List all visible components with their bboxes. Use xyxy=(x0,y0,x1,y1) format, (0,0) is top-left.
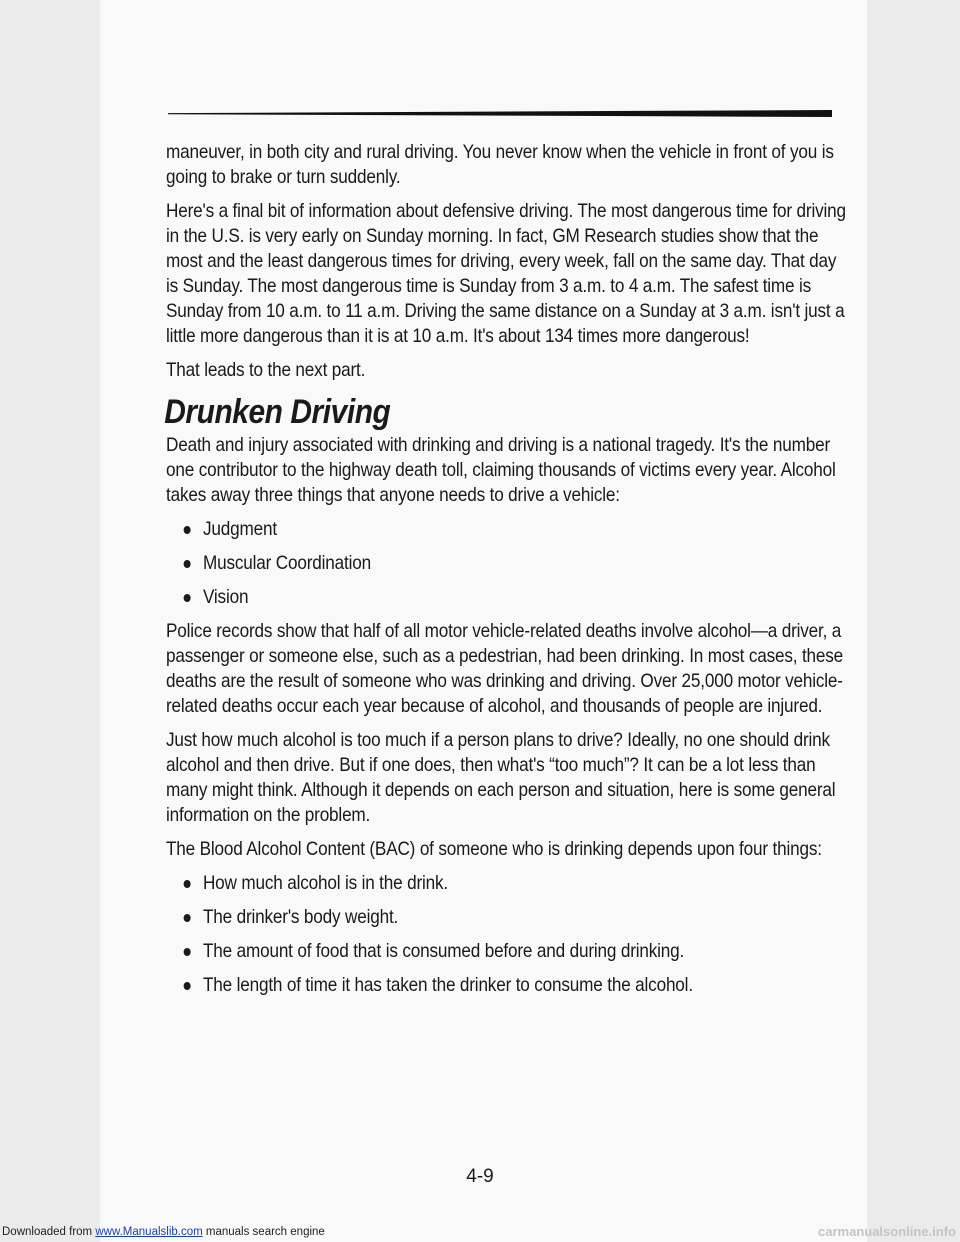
watermark: carmanualsonline.info xyxy=(818,1224,956,1239)
list-item: Muscular Coordination xyxy=(184,551,847,576)
list-item: The drinker's body weight. xyxy=(184,905,847,930)
paragraph: That leads to the next part. xyxy=(166,359,366,381)
paragraph: Here's a final bit of information about defensive driving. The most dangerous time for driving in the U.S. is very early on Sunday morning. In fact, GM Research studies show that the most and the least dangerous times for driving, every week, fall on the same day. That day is Sunday. The most dangerous time is Sunday from 3 a.m. to 4 a.m. The safest time is Sunday from 10 a.m. to 11 a.m. Driving the same distance on a Sunday at 3 a.m. isn't just a little more dangerous than it is at 10 a.m. It's about 134 times more dangerous! xyxy=(166,200,846,347)
list-item: Judgment xyxy=(184,517,847,542)
footer-prefix: Downloaded from xyxy=(2,1226,96,1238)
page-number: 4-9 xyxy=(466,1166,494,1187)
footer-suffix: manuals search engine xyxy=(202,1226,325,1238)
paragraph: Police records show that half of all motor vehicle-related deaths involve alcohol—a driver, a passenger or someone else, such as a pedestrian, had been drinking. In most cases, these deaths are the result of someone who was drinking and driving. Over 25,000 motor vehicle-related deaths occur each year because of alcohol, and thousands of people are injured. xyxy=(166,620,844,717)
paragraph: The Blood Alcohol Content (BAC) of someone who is drinking depends upon four things: xyxy=(166,838,822,860)
bullet-list xyxy=(166,871,846,998)
bullet-list xyxy=(166,517,846,610)
list-item: The amount of food that is consumed before and during drinking. xyxy=(184,939,847,964)
paragraph: maneuver, in both city and rural driving. You never know when the vehicle in front of you is going to brake or turn suddenly. xyxy=(166,141,834,188)
list-item: Vision xyxy=(184,585,847,610)
paragraph: Death and injury associated with drinking and driving is a national tragedy. It's the number one contributor to the highway death toll, claiming thousands of victims every year. Alcohol takes away three things that anyone needs to drive a vehicle: xyxy=(166,434,836,506)
list-item: The length of time it has taken the drinker to consume the alcohol. xyxy=(184,973,847,998)
download-footer xyxy=(2,1226,325,1238)
section-heading: Drunken Driving xyxy=(164,393,391,431)
list-item: How much alcohol is in the drink. xyxy=(184,871,847,896)
page-content xyxy=(166,140,846,1007)
paragraph: Just how much alcohol is too much if a person plans to drive? Ideally, no one should drink alcohol and then drive. But if one does, then what's “too much”? It can be a lot less than many might think. Although it depends on each person and situation, here is some general information on the problem. xyxy=(166,729,836,826)
manualslib-link[interactable]: www.Manualslib.com xyxy=(95,1226,203,1238)
